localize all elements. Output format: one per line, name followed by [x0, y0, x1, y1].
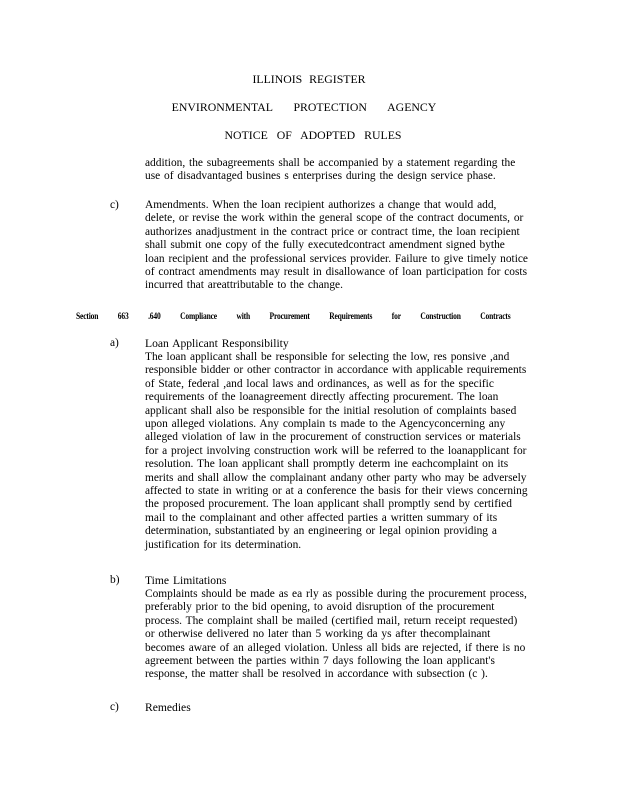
intro-paragraph: [145, 157, 515, 184]
agency-title: ENVIRONMENTAL PROTECTION AGENCY: [171, 100, 437, 114]
paragraph-line: Complaints should be made as ea rly as possible during the procurement process,: [145, 588, 527, 600]
time-limitations-paragraph: [145, 588, 527, 682]
intro-line: addition, the subagreements shall be accompanied by a statement regarding the: [145, 157, 516, 169]
paragraph-line: resolution. The loan applicant shall promptly determ ine eachcomplaint on its: [145, 458, 509, 471]
paragraph-line: process. The complaint shall be mailed (certified mail, return receipt requested): [145, 614, 518, 627]
register-title: ILLINOIS REGISTER: [252, 72, 366, 86]
paragraph-line: or otherwise delivered no later than 5 working da ys after thecomplainant: [145, 628, 491, 641]
loan-applicant-heading: Loan Applicant Responsibility: [145, 337, 289, 350]
time-limitations-heading: Time Limitations: [145, 574, 227, 587]
paragraph-line: agreement between the parties within 7 days following the loan applicant's: [145, 655, 495, 668]
section-heading: [76, 311, 511, 321]
section-heading-word: 663: [117, 311, 129, 321]
paragraph-line: preferably prior to the bid opening, to avoid disruption of the procurement: [145, 601, 495, 614]
paragraph-line: Amendments. When the loan recipient authorizes a change that would add,: [145, 199, 497, 211]
notice-title: NOTICE OF ADOPTED RULES: [224, 128, 402, 142]
amendments-paragraph: [145, 199, 528, 293]
paragraph-line: delete, or revise the work within the general scope of the contract documents, or: [145, 212, 524, 225]
loan-applicant-paragraph: [145, 351, 528, 552]
paragraph-line: The loan applicant shall be responsible for selecting the low, res ponsive ,and: [145, 351, 510, 363]
paragraph-line: for a project involving construction work will be referred to the loanapplicant for: [145, 444, 527, 457]
item-marker-b: b): [110, 574, 120, 586]
remedies-heading: Remedies: [145, 701, 191, 714]
item-marker-c-remedies: c): [110, 701, 119, 713]
paragraph-line: of State, federal ,and local laws and ordinances, as well as for the specific: [145, 377, 494, 390]
paragraph-line: loan recipient and the professional services provider. Failure to give timely notice: [145, 252, 528, 265]
paragraph-line: of contract amendments may result in disallowance of loan participation for costs: [145, 266, 528, 279]
paragraph-line: alleged violation of law in the procurement of construction services or materials: [145, 431, 521, 444]
item-marker-a: a): [110, 337, 119, 349]
section-heading-word: Section: [76, 311, 99, 321]
paragraph-line: the proposed procurement. The loan applicant shall promptly send by certified: [145, 498, 512, 511]
paragraph-line: affected to state in writing or at a conference the basis for their views concerning: [145, 485, 528, 498]
section-heading-word: .640: [148, 311, 161, 321]
section-heading-word: Requirements: [329, 311, 373, 321]
paragraph-line: justification for its determination.: [145, 538, 302, 551]
paragraph-line: becomes aware of an alleged violation. Unless all bids are rejected, if there is no: [145, 641, 526, 654]
paragraph-line: upon alleged violations. Any complain ts made to the Agencyconcerning any: [145, 418, 506, 431]
paragraph-line: incurred that areattributable to the change.: [145, 279, 343, 292]
section-heading-word: Construction: [420, 311, 461, 321]
paragraph-line: applicant shall also be responsible for the initial resolution of complaints based: [145, 404, 517, 417]
section-heading-word: Contracts: [480, 311, 511, 321]
section-heading-word: Compliance: [180, 311, 217, 321]
paragraph-line: determination, substantiated by an engineering or legal opinion providing a: [145, 525, 497, 538]
section-heading-word: for: [391, 311, 401, 321]
paragraph-line: requirements of the loanagreement directly affecting procurement. The loan: [145, 391, 499, 404]
paragraph-line: mail to the complainant and other affected parties a written summary of its: [145, 511, 498, 524]
intro-line: use of disadvantaged busines s enterprises during the design service phase.: [145, 170, 496, 183]
item-marker-c: c): [110, 199, 119, 211]
paragraph-line: shall submit one copy of the fully executedcontract amendment signed bythe: [145, 239, 505, 252]
section-heading-word: Procurement: [269, 311, 310, 321]
paragraph-line: authorizes anadjustment in the contract price or contract time, the loan recipient: [145, 225, 520, 238]
paragraph-line: response, the matter shall be resolved in accordance with subsection (c ).: [145, 668, 488, 681]
paragraph-line: merits and shall allow the complainant andany other party who may be adversely: [145, 471, 527, 484]
paragraph-line: responsible bidder or other contractor in accordance with applicable requirements: [145, 364, 527, 377]
section-heading-word: with: [236, 311, 251, 321]
